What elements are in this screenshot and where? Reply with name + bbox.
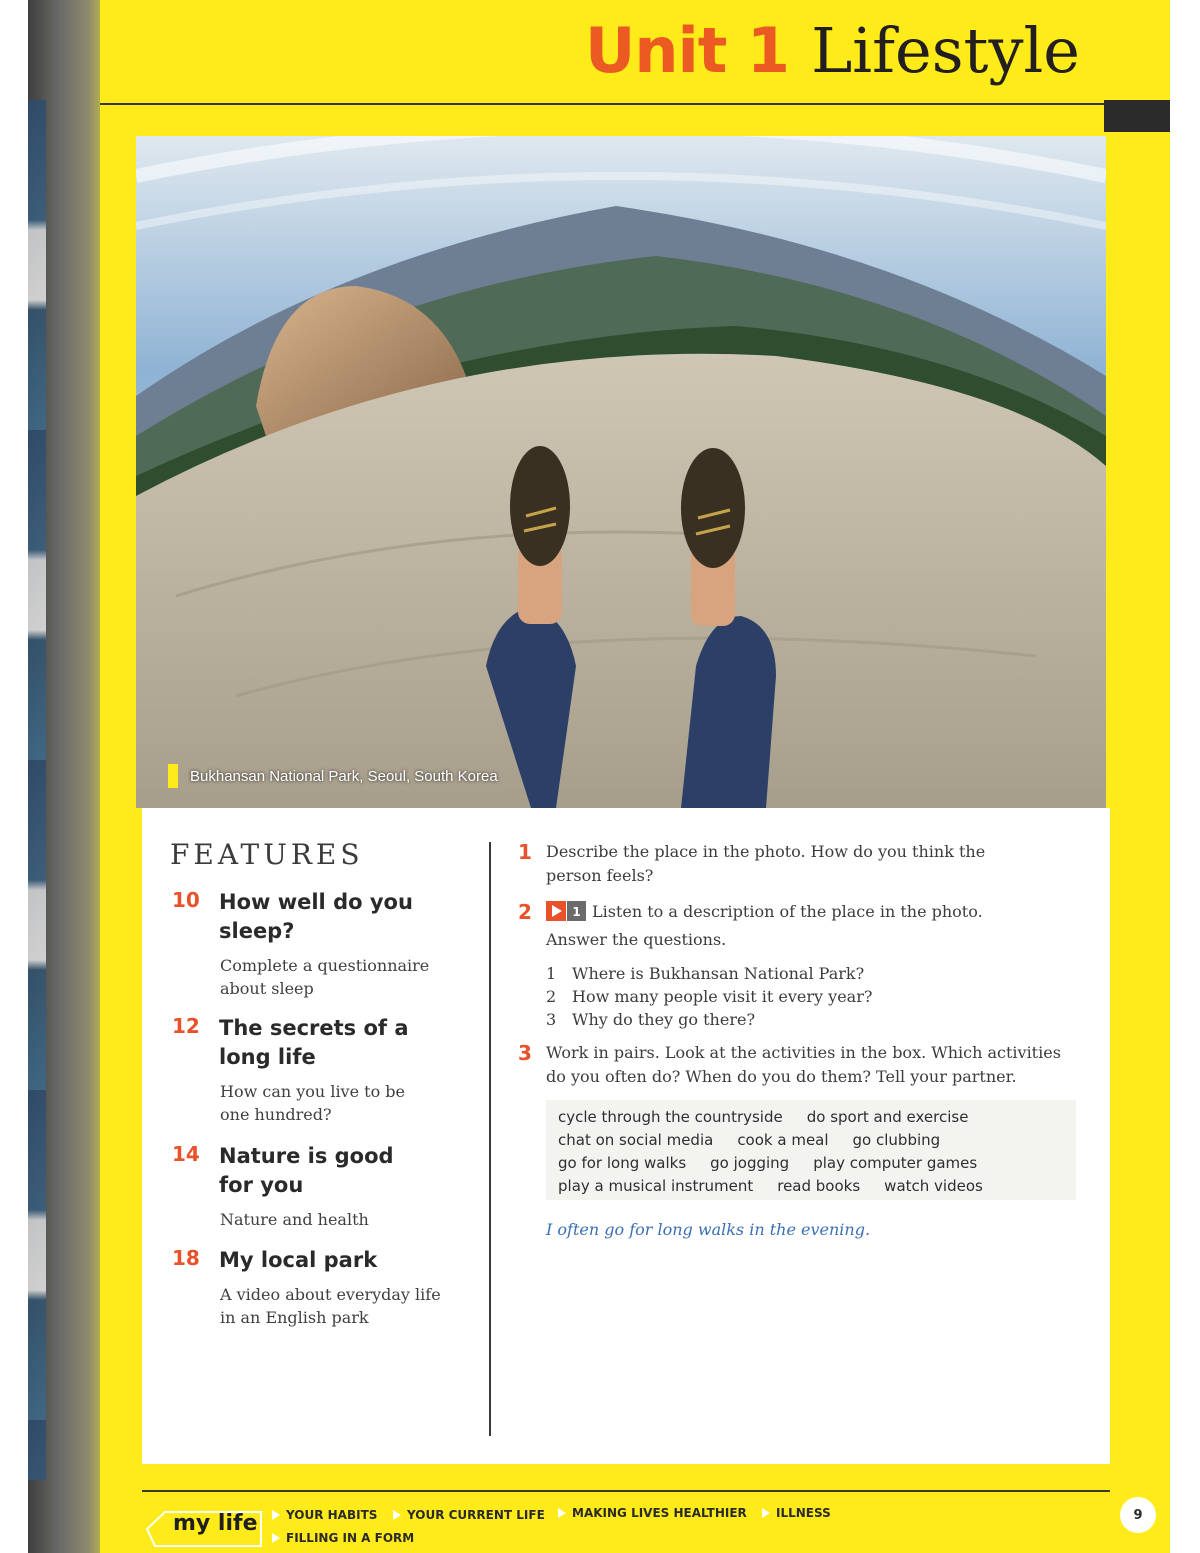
my-life-label: my life — [173, 1511, 258, 1536]
column-divider — [489, 842, 491, 1436]
feature-description — [220, 1283, 472, 1329]
question-number: 3 — [546, 1010, 557, 1029]
task-instructions — [546, 1041, 1088, 1089]
activity-item: go for long walks — [558, 1154, 687, 1172]
audio-track-number: 1 — [572, 905, 581, 919]
activity-row — [558, 1129, 1064, 1152]
feature-desc-line: How can you live to be — [220, 1082, 406, 1101]
task-instructions — [546, 840, 1088, 888]
activity-row — [558, 1106, 1064, 1129]
footer-item-making-lives-healthier[interactable] — [558, 1506, 747, 1520]
features-heading: FEATURES — [170, 838, 364, 871]
feature-desc-line: in an English park — [220, 1308, 369, 1327]
question-text: Why do they go there? — [572, 1010, 756, 1029]
mountain-photo-illustration — [136, 136, 1106, 808]
footer-item-label: YOUR CURRENT LIFE — [407, 1508, 545, 1522]
unit-tab-marker — [1104, 100, 1170, 132]
activity-box — [546, 1100, 1076, 1200]
unit-number: Unit 1 — [584, 14, 790, 87]
task-number: 2 — [518, 900, 532, 924]
task-line: Answer the questions. — [546, 930, 727, 949]
task-line: Work in pairs. Look at the activities in the box. Which activities — [546, 1043, 1061, 1062]
feature-title-line: My local park — [219, 1248, 378, 1272]
task-line: do you often do? When do you do them? Tell your partner. — [546, 1067, 1017, 1086]
feature-desc-line: Complete a questionnaire — [220, 956, 430, 975]
task-1 — [518, 840, 1088, 888]
feature-title-line: The secrets of a — [219, 1016, 409, 1040]
activity-item: play a musical instrument — [558, 1177, 754, 1195]
activity-item: do sport and exercise — [806, 1108, 969, 1126]
activity-item: play computer games — [813, 1154, 978, 1172]
feature-title-line: for you — [219, 1173, 304, 1197]
feature-item[interactable] — [172, 888, 472, 1000]
question-list — [546, 962, 1088, 1031]
feature-desc-line: about sleep — [220, 979, 314, 998]
arrow-right-icon — [272, 1533, 280, 1543]
activity-item: watch videos — [884, 1177, 983, 1195]
task-number: 3 — [518, 1041, 532, 1065]
footer-item-your-habits[interactable] — [272, 1508, 377, 1522]
footer-item-filling-in-a-form[interactable] — [272, 1531, 414, 1545]
footer-rule — [142, 1490, 1110, 1492]
feature-desc-line: A video about everyday life — [220, 1285, 441, 1304]
audio-play-icon[interactable] — [546, 901, 586, 928]
caption-text: Bukhansan National Park, Seoul, South Korea — [190, 767, 498, 785]
previous-page-strip — [28, 100, 46, 1480]
question-number: 2 — [546, 987, 557, 1006]
question-item — [546, 985, 1088, 1008]
task-line: person feels? — [546, 866, 654, 885]
caption-bar — [168, 764, 178, 788]
photo-caption — [168, 763, 498, 789]
task-line-text: Listen to a description of the place in the photo. — [592, 902, 983, 921]
example-sentence: I often go for long walks in the evening. — [546, 1220, 871, 1239]
feature-item[interactable] — [172, 1014, 472, 1126]
arrow-right-icon — [558, 1508, 566, 1518]
arrow-right-icon — [762, 1508, 770, 1518]
activity-item: go jogging — [710, 1154, 790, 1172]
feature-page-number: 18 — [172, 1246, 200, 1270]
feature-title-line: Nature is good — [219, 1144, 394, 1168]
feature-title — [219, 1014, 472, 1072]
arrow-right-icon — [272, 1510, 280, 1520]
feature-item[interactable] — [172, 1246, 472, 1329]
task-3 — [518, 1041, 1088, 1089]
feature-desc-line: one hundred? — [220, 1105, 332, 1124]
hero-photo — [136, 136, 1106, 808]
footer-item-label: MAKING LIVES HEALTHIER — [572, 1506, 747, 1520]
activity-item: read books — [777, 1177, 861, 1195]
footer-item-label: FILLING IN A FORM — [286, 1531, 415, 1545]
feature-title-line: long life — [219, 1045, 316, 1069]
footer-item-label: ILLNESS — [776, 1506, 831, 1520]
footer-item-illness[interactable] — [762, 1506, 831, 1520]
activity-row — [558, 1175, 1064, 1198]
feature-title-line: sleep? — [219, 919, 295, 943]
feature-title — [219, 888, 472, 946]
feature-title — [219, 1142, 472, 1200]
feature-page-number: 12 — [172, 1014, 200, 1038]
unit-title — [470, 14, 1080, 100]
arrow-right-icon — [393, 1510, 401, 1520]
activity-item: chat on social media — [558, 1131, 714, 1149]
feature-desc-line: Nature and health — [220, 1210, 369, 1229]
footer-item-your-current-life[interactable] — [393, 1508, 545, 1522]
task-line: Describe the place in the photo. How do you think the — [546, 842, 986, 861]
feature-page-number: 10 — [172, 888, 200, 912]
title-rule — [100, 103, 1104, 105]
feature-title — [219, 1246, 472, 1275]
feature-description — [220, 1080, 472, 1126]
question-item — [546, 1008, 1088, 1031]
page-number: 9 — [1120, 1497, 1156, 1533]
feature-description — [220, 954, 472, 1000]
question-number: 1 — [546, 964, 557, 983]
feature-description — [220, 1208, 472, 1231]
feature-page-number: 14 — [172, 1142, 200, 1166]
feature-item[interactable] — [172, 1142, 472, 1231]
question-text: Where is Bukhansan National Park? — [572, 964, 865, 983]
task-line — [546, 900, 1088, 928]
unit-name: Lifestyle — [811, 14, 1080, 87]
task-instructions — [546, 900, 1088, 952]
question-text: How many people visit it every year? — [572, 987, 873, 1006]
feature-title-line: How well do you — [219, 890, 413, 914]
activity-row — [558, 1152, 1064, 1175]
task-number: 1 — [518, 840, 532, 864]
activity-item: cycle through the countryside — [558, 1108, 783, 1126]
footer-item-label: YOUR HABITS — [286, 1508, 378, 1522]
activity-item: go clubbing — [852, 1131, 941, 1149]
question-item — [546, 962, 1088, 985]
scan-margin-left — [0, 0, 28, 1553]
task-2 — [518, 900, 1088, 1031]
activity-item: cook a meal — [737, 1131, 829, 1149]
scan-margin-right — [1170, 0, 1200, 1553]
